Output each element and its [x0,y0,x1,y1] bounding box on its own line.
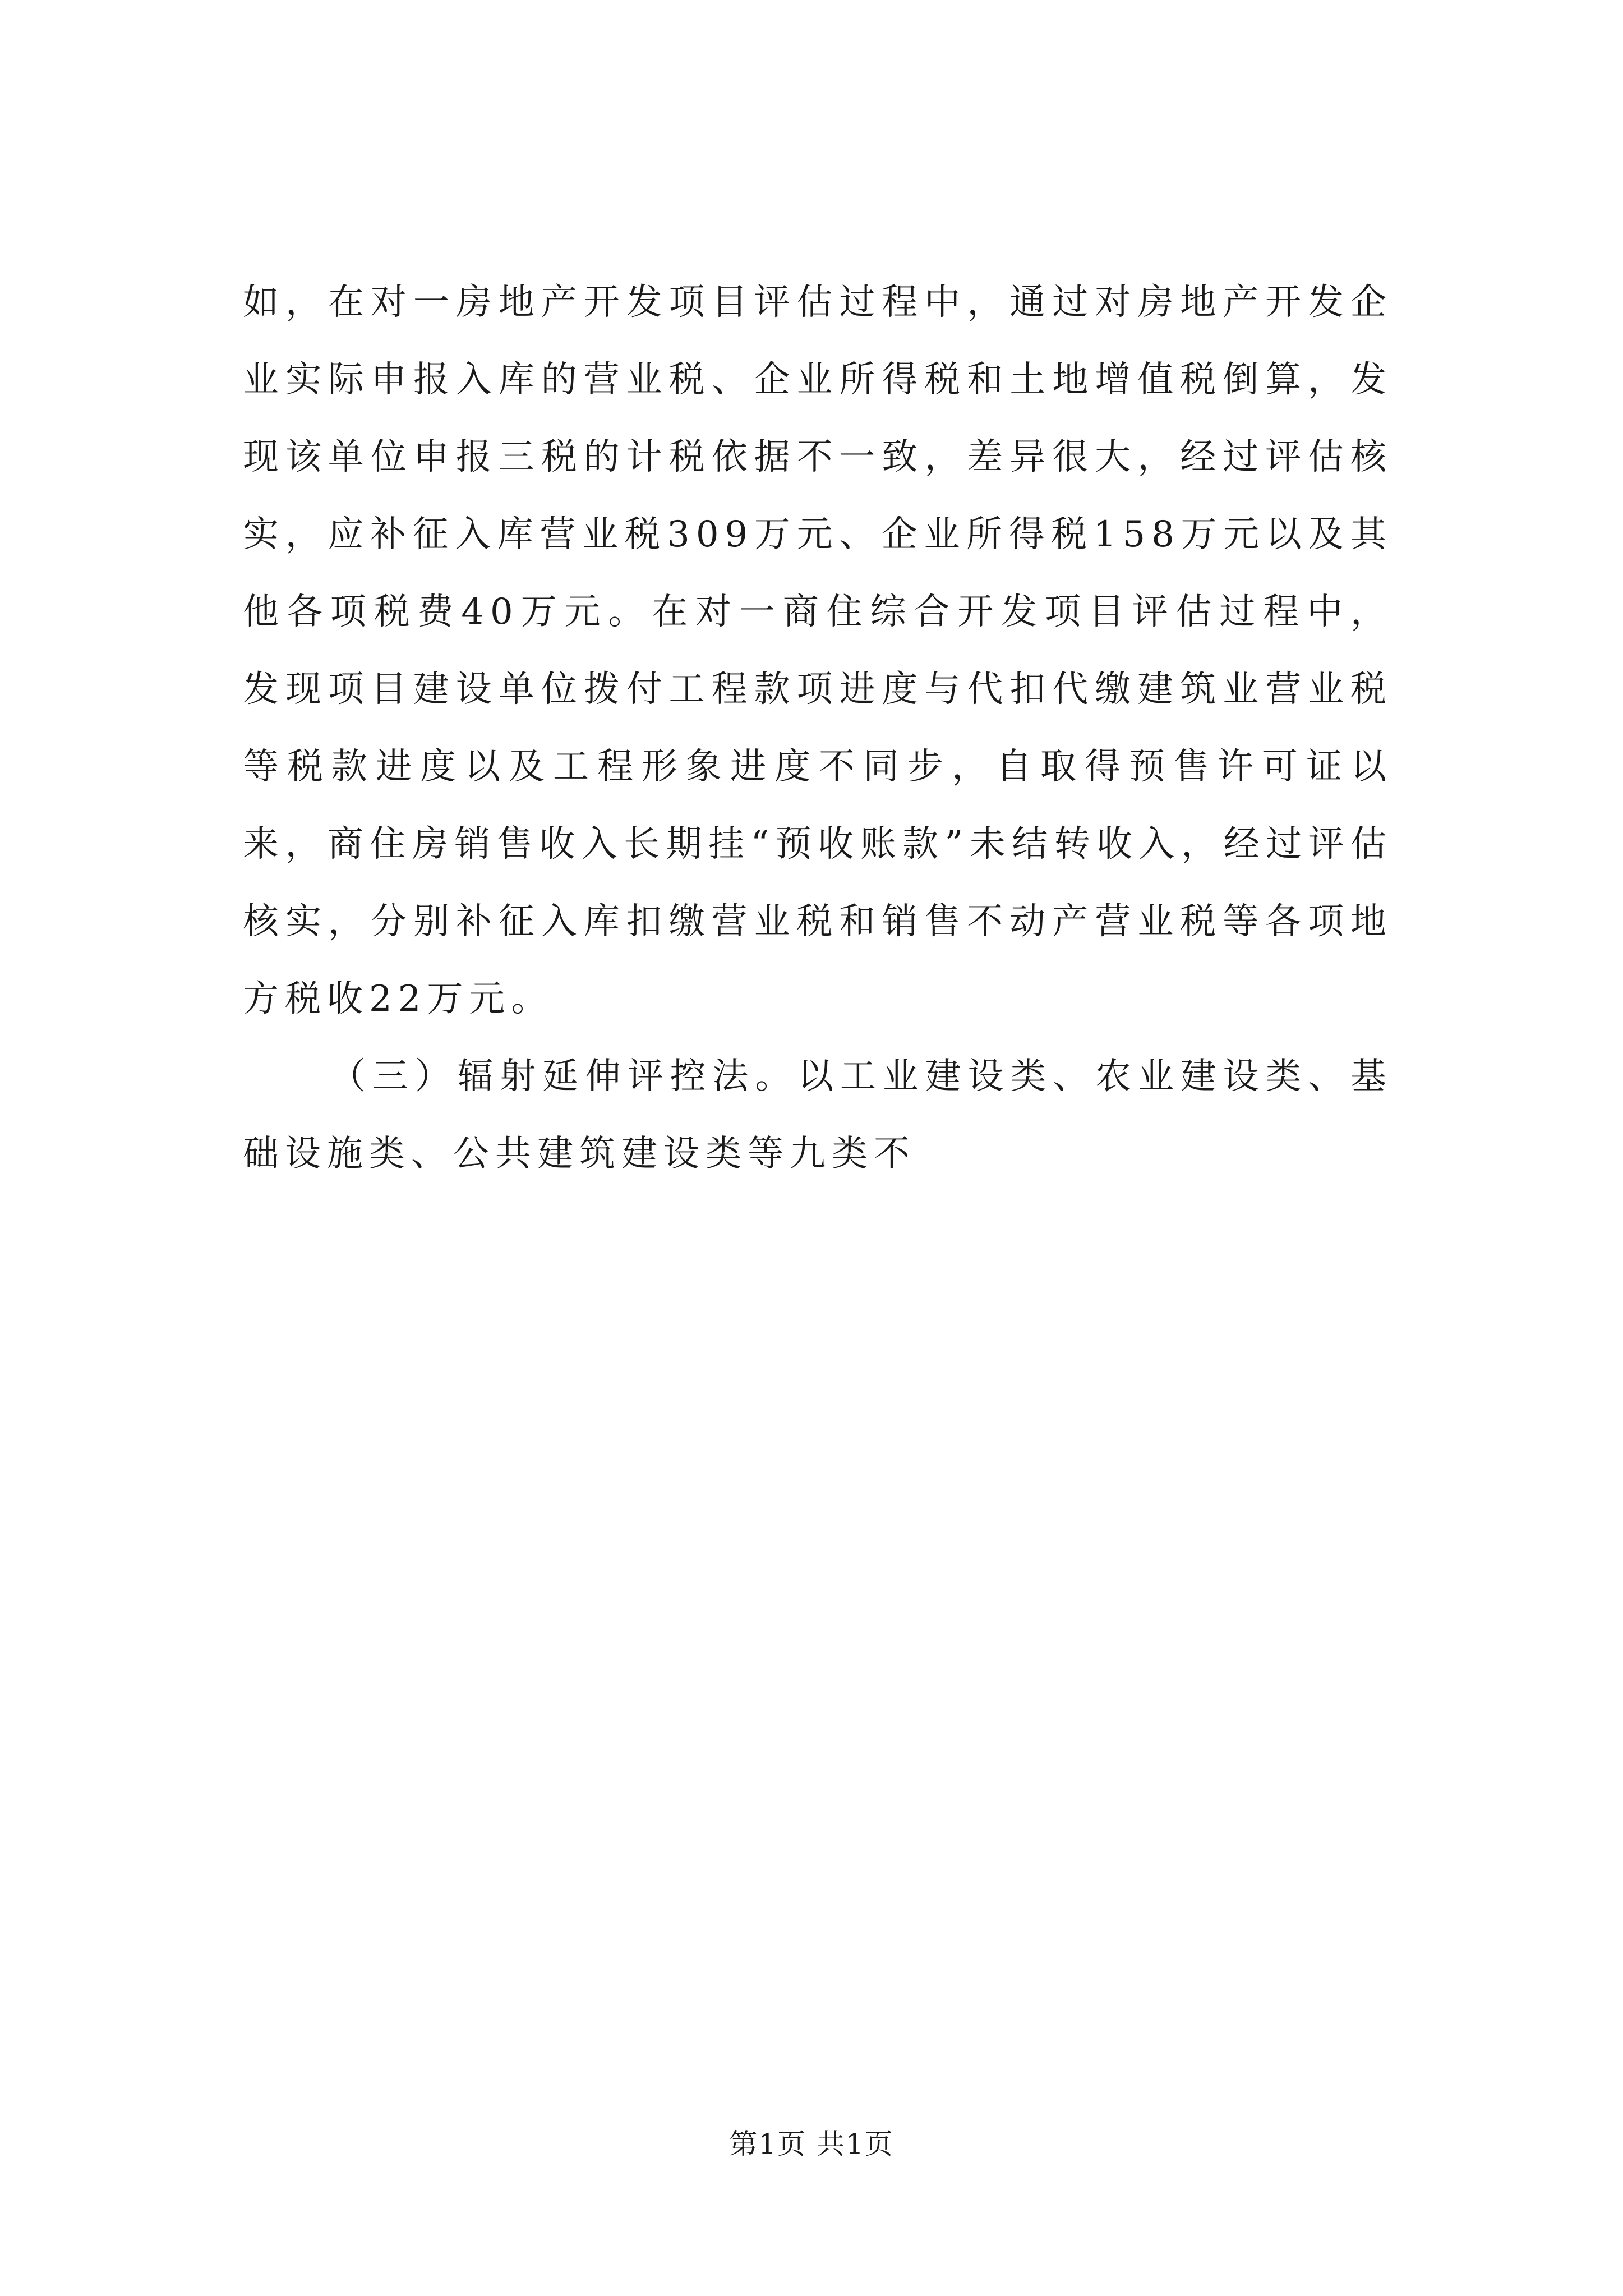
paragraph-radiation-extension-method: （三）辐射延伸评控法。以工业建设类、农业建设类、基础设施类、公共建筑建设类等九类不 [243,1056,1393,1175]
paragraph-tax-assessment-example: 如，在对一房地产开发项目评估过程中，通过对房地产开发企业实际申报入库的营业税、企业所得税和土地增值税倒算，发现该单位申报三税的计税依据不一致，差异很大，经过评估核实，应补征入库营业税309万元、企业所得税158万元以及其他各项税费40万元。在对一商住综合开发项目评估过程中，发现项目建设单位拨付工程款项进度与代扣代缴建筑业营业税等税款进度以及工程形象进度不同步，自取得预售许可证以来，商住房销售收入长期挂“预收账款”未结转收入，经过评估核实，分别补征入库扣缴营业税和销售不动产营业税等各项地方税收22万元。 [243,282,1393,1020]
page-number-footer: 第1页 共1页 [729,2128,894,2160]
document-body [243,264,1393,1193]
